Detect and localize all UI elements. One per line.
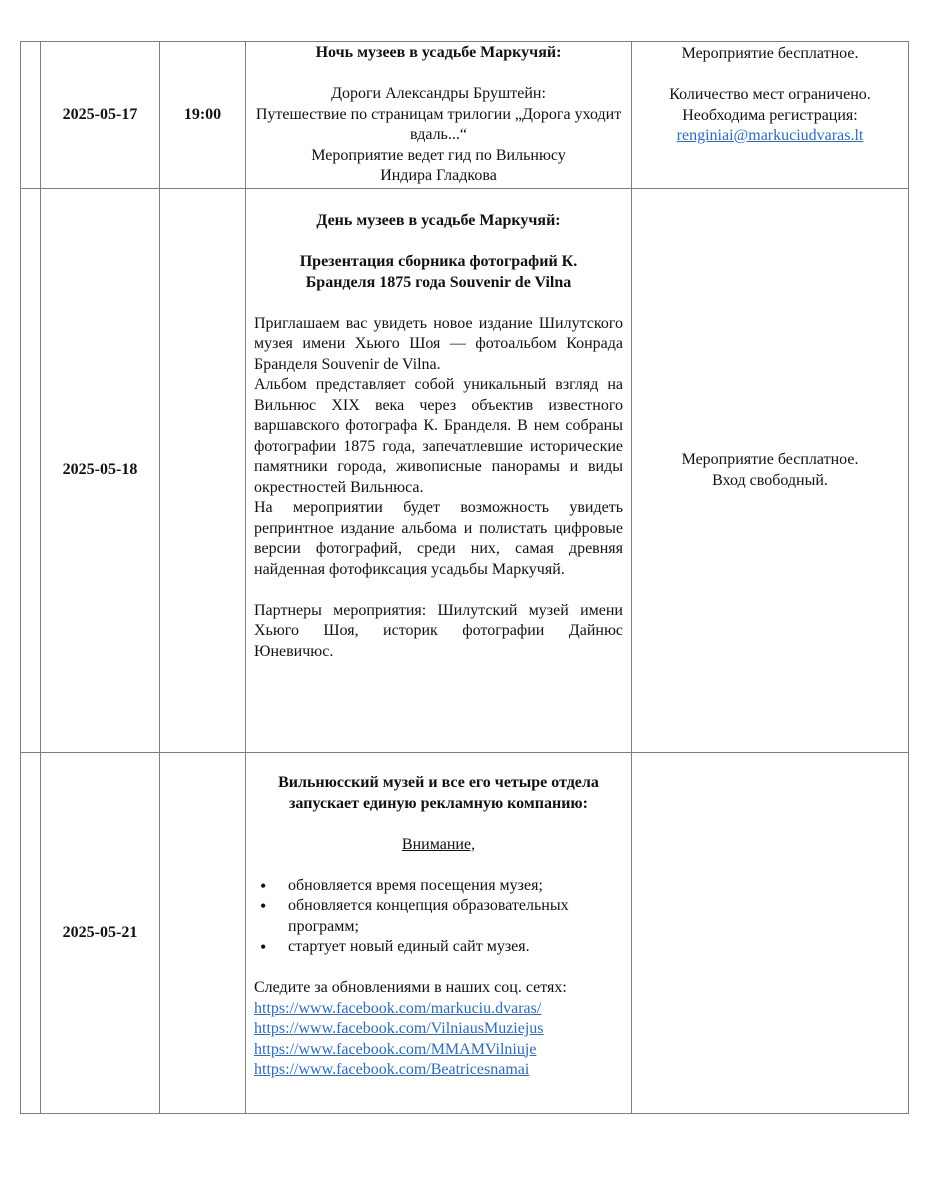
event-partners: Партнеры мероприятия: Шилутский музей имени Хьюго Шоя, историк фотографии Дайнюс Юневичюс. bbox=[254, 601, 623, 660]
event-date: 2025-05-21 bbox=[41, 753, 160, 1114]
registration-note: Необходима регистрация: bbox=[682, 106, 858, 124]
list-item: • обновляется концепция образовательных программ; bbox=[288, 896, 623, 937]
event-date: 2025-05-18 bbox=[41, 189, 160, 753]
event-description bbox=[246, 189, 632, 753]
event-date: 2025-05-17 bbox=[41, 42, 160, 189]
facebook-link[interactable]: https://www.facebook.com/Beatricesnamai bbox=[254, 1061, 530, 1078]
updates-list bbox=[254, 876, 623, 958]
facebook-link[interactable]: https://www.facebook.com/VilniausMuziejus bbox=[254, 1020, 544, 1037]
event-line: Путешествие по страницам трилогии „Дорога уходит вдаль...“ bbox=[255, 105, 622, 144]
event-time bbox=[160, 753, 246, 1114]
event-description bbox=[246, 753, 632, 1114]
event-info bbox=[632, 42, 909, 189]
event-paragraph: На мероприятии будет возможность увидеть репринтное издание альбома и полистать цифровые версии фотографий, среди них, самая древняя найденная фотофиксация усадьбы Маркучяй. bbox=[254, 499, 623, 578]
price-note: Мероприятие бесплатное. bbox=[681, 45, 859, 62]
list-item: • стартует новый единый сайт музея. bbox=[288, 937, 623, 958]
event-title: День музеев в усадьбе Маркучяй: bbox=[316, 212, 561, 229]
row-number-cell bbox=[21, 42, 41, 189]
event-description bbox=[246, 42, 632, 189]
facebook-link[interactable]: https://www.facebook.com/MMAMVilniuje bbox=[254, 1040, 537, 1058]
price-note: Мероприятие бесплатное. bbox=[681, 451, 859, 468]
table-row bbox=[21, 753, 909, 1114]
table-row bbox=[21, 189, 909, 753]
facebook-link[interactable]: https://www.facebook.com/markuciu.dvaras/ bbox=[254, 999, 542, 1017]
event-time bbox=[160, 189, 246, 753]
row-number-cell bbox=[21, 753, 41, 1114]
event-info bbox=[632, 189, 909, 753]
events-table bbox=[20, 41, 909, 1114]
event-info bbox=[632, 753, 909, 1114]
event-title: Ночь музеев в усадьбе Маркучяй: bbox=[315, 44, 562, 62]
event-line: Мероприятие ведет гид по Вильнюсу bbox=[311, 146, 566, 164]
attention-label: Внимание, bbox=[401, 835, 476, 853]
event-paragraph: Альбом представляет собой уникальный взгляд на Вильнюс XIX века через объектив известного варшавского фотографа К. Бранделя. В нем собраны фотографии 1875 года, запечатлевшие исторические памятники города, живописные панорамы и виды окрестностей Вильнюса. bbox=[254, 376, 623, 496]
event-line: Дороги Александры Бруштейн: bbox=[331, 85, 546, 103]
event-line: Индира Гладкова bbox=[380, 167, 497, 185]
follow-text: Следите за обновлениями в наших соц. сетях: bbox=[254, 979, 567, 996]
capacity-note: Количество мест ограничено. bbox=[669, 86, 871, 103]
event-subtitle: Презентация сборника фотографий К. Бранделя 1875 года Souvenir de Vilna bbox=[299, 253, 578, 291]
event-title: Вильнюсский музей и все его четыре отдела запускает единую рекламную компанию: bbox=[278, 774, 599, 812]
registration-email-link[interactable]: renginiai@markuciudvaras.lt bbox=[676, 127, 864, 144]
list-item: • обновляется время посещения музея; bbox=[288, 876, 623, 897]
table-row bbox=[21, 42, 909, 189]
event-paragraph: Приглашаем вас увидеть новое издание Шилутского музея имени Хьюго Шоя — фотоальбом Конрада Бранделя Souvenir de Vilna. bbox=[254, 314, 623, 373]
row-number-cell bbox=[21, 189, 41, 753]
event-time: 19:00 bbox=[160, 42, 246, 189]
entry-note: Вход свободный. bbox=[712, 471, 828, 489]
